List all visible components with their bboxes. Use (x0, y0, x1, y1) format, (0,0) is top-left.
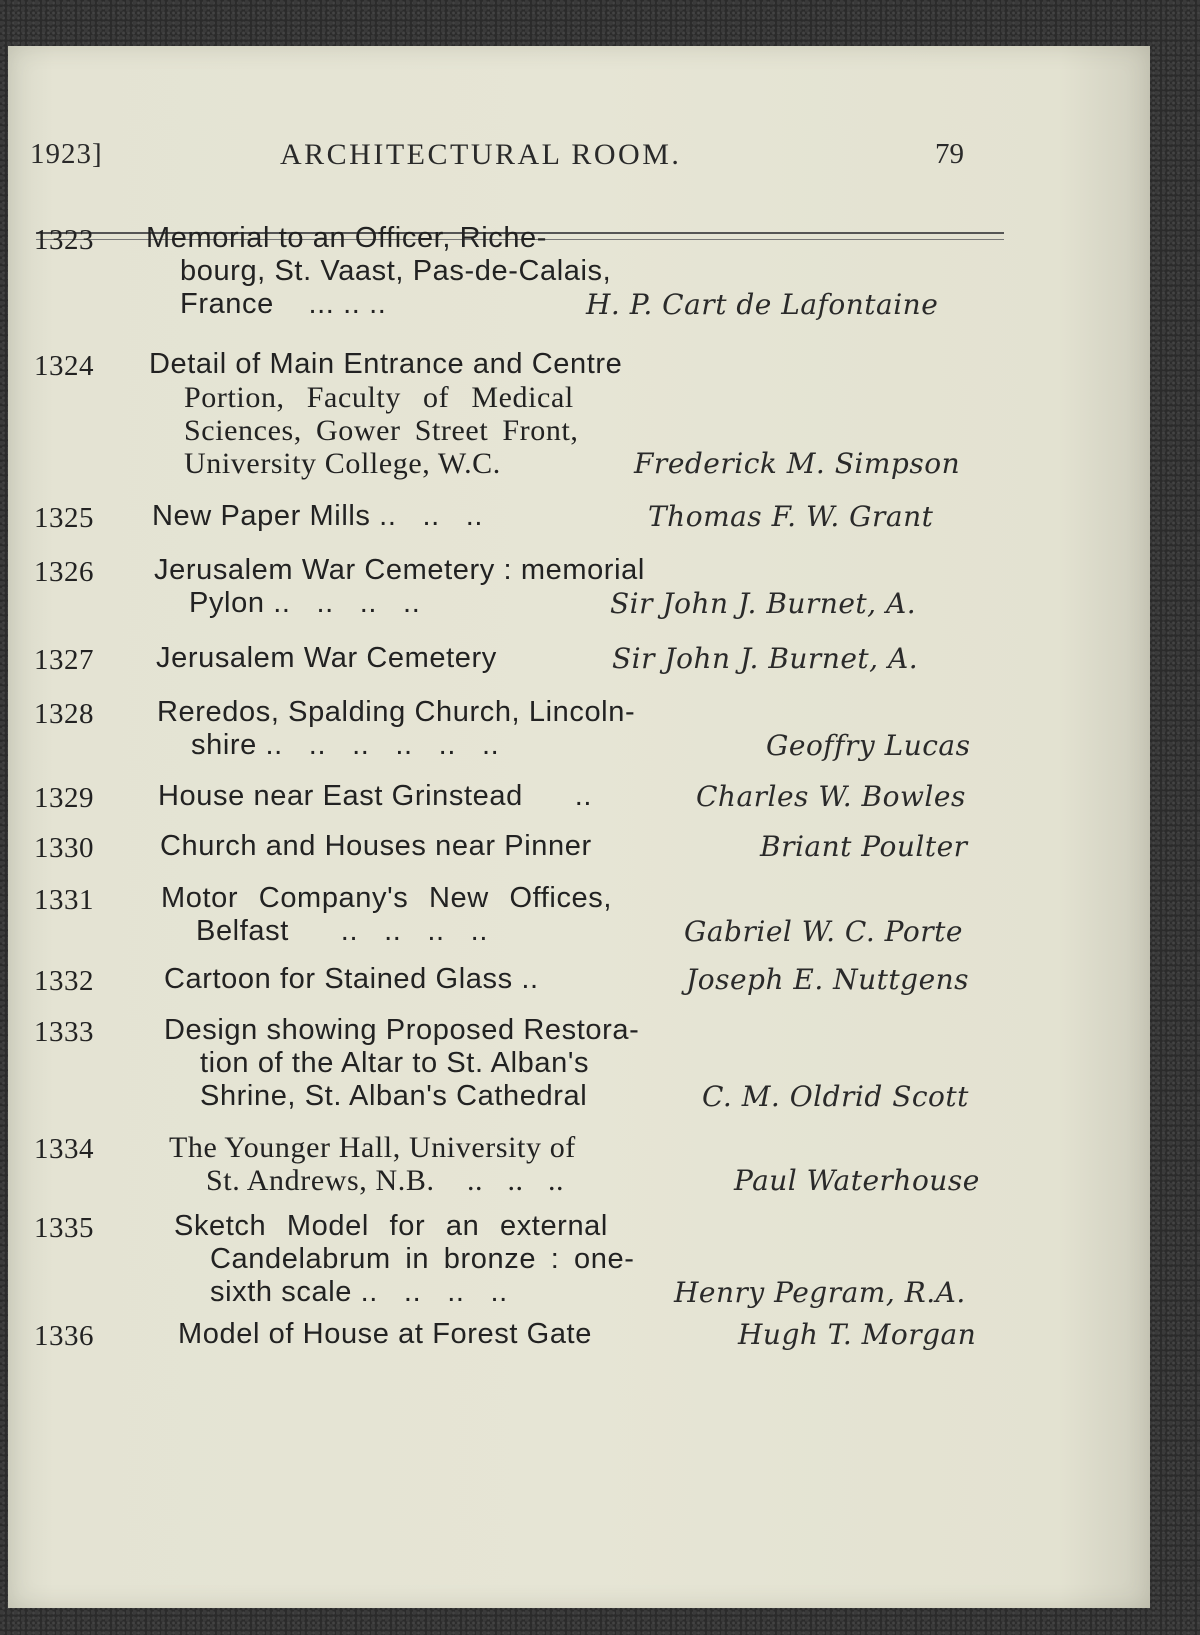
entry-artist: Sir John J. Burnet, A. (610, 587, 917, 620)
entry-title-line: France ... .. .. (180, 288, 387, 320)
entry-artist: Sir John J. Burnet, A. (612, 642, 919, 675)
entry-title-line: Motor Company's New Offices, (161, 882, 613, 914)
entry-artist: Joseph E. Nuttgens (686, 963, 970, 996)
entry-title-line: Church and Houses near Pinner (160, 830, 592, 862)
entry-number: 1332 (34, 965, 94, 997)
entry-artist: Thomas F. W. Grant (648, 500, 934, 533)
entry-number: 1329 (34, 782, 94, 814)
entry-title-line: Cartoon for Stained Glass .. (164, 963, 539, 995)
entry-number: 1336 (34, 1320, 94, 1352)
entry-number: 1333 (34, 1016, 94, 1048)
entry-title-line: Shrine, St. Alban's Cathedral (200, 1080, 588, 1112)
entry-title-line: Sciences, Gower Street Front, (184, 414, 579, 447)
entry-number: 1325 (34, 502, 94, 534)
entry-artist: H. P. Cart de Lafontaine (586, 288, 939, 321)
entry-number: 1328 (34, 698, 94, 730)
page-number: 79 (935, 138, 964, 170)
catalogue-entries (8, 46, 1150, 1608)
entry-number: 1324 (34, 350, 94, 382)
header-year: 1923] (30, 138, 103, 170)
entry-title-line: The Younger Hall, University of (169, 1131, 576, 1164)
entry-title-line: House near East Grinstead .. (158, 780, 593, 812)
entry-title-line: Design showing Proposed Restora- (164, 1014, 640, 1046)
entry-title-line: bourg, St. Vaast, Pas-de-Calais, (180, 255, 612, 287)
entry-artist: Briant Poulter (760, 830, 968, 863)
entry-title-line: Jerusalem War Cemetery : memorial (154, 554, 645, 586)
entry-number: 1327 (34, 644, 94, 676)
entry-title-line: Memorial to an Officer, Riche- (146, 222, 548, 254)
book-page (8, 46, 1150, 1608)
entry-artist: C. M. Oldrid Scott (702, 1080, 969, 1113)
entry-number: 1334 (34, 1133, 94, 1165)
entry-artist: Henry Pegram, R.A. (674, 1276, 966, 1309)
entry-artist: Gabriel W. C. Porte (684, 915, 963, 948)
entry-title-line: Sketch Model for an external (174, 1210, 608, 1242)
entry-title-line: shire .. .. .. .. .. .. (191, 729, 500, 761)
entry-title-line: University College, W.C. (184, 447, 501, 480)
entry-title-line: New Paper Mills .. .. .. (152, 500, 484, 532)
entry-title-line: Model of House at Forest Gate (178, 1318, 592, 1350)
entry-number: 1331 (34, 884, 94, 916)
entry-artist: Paul Waterhouse (734, 1164, 980, 1197)
entry-number: 1326 (34, 556, 94, 588)
entry-artist: Frederick M. Simpson (634, 447, 961, 480)
entry-number: 1330 (34, 832, 94, 864)
entry-title-line: Jerusalem War Cemetery (156, 642, 497, 674)
entry-title-line: Candelabrum in bronze : one- (210, 1243, 635, 1275)
entry-title-line: sixth scale .. .. .. .. (210, 1276, 508, 1308)
entry-artist: Geoffry Lucas (766, 729, 971, 762)
entry-artist: Charles W. Bowles (696, 780, 966, 813)
entry-title-line: Reredos, Spalding Church, Lincoln- (157, 696, 636, 728)
entry-title-line: tion of the Altar to St. Alban's (200, 1047, 590, 1079)
header-title: ARCHITECTURAL ROOM. (280, 138, 682, 171)
entry-number: 1335 (34, 1212, 94, 1244)
entry-title-line: Detail of Main Entrance and Centre (149, 348, 623, 380)
entry-number: 1323 (34, 224, 94, 256)
entry-title-line: St. Andrews, N.B. .. .. .. (206, 1164, 565, 1197)
entry-title-line: Portion, Faculty of Medical (184, 381, 574, 414)
entry-title-line: Belfast .. .. .. .. (196, 915, 488, 947)
entry-artist: Hugh T. Morgan (738, 1318, 977, 1351)
entry-title-line: Pylon .. .. .. .. (189, 587, 421, 619)
